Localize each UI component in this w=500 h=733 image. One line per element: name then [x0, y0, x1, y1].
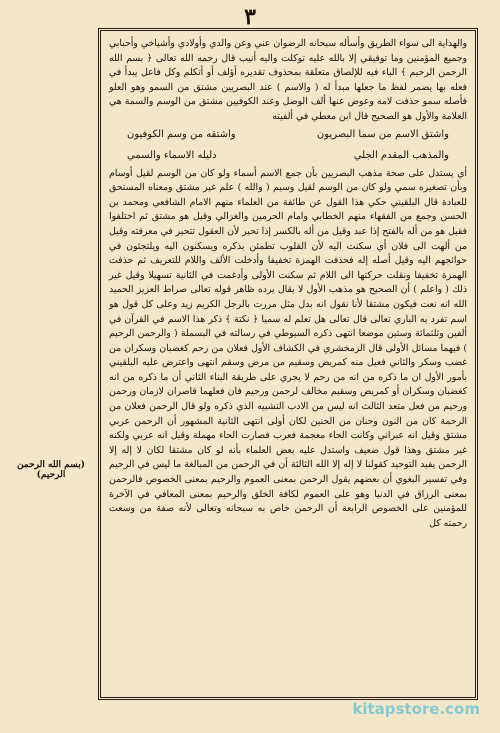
body-paragraph: والهداية الى سواء الطريق وأسأله سبحانه الرضوان عني وعن والدي وأولادي وأشياخي وأحبابي وجميع المؤمنين وما توفيقي إلا بالله عليه توكلت واليه أنيب قال رحمه الله تعالى ﴿ بسم الله الرحمن الرحيم ﴾ الباء فيه للإلصاق متعلقة بمحذوف تقديره أؤلف أو أتكلم وكل فاعل يبدأ في فعله بها يضمر لفظ ما جعلها مبدأ له ( والاسم ) عند البصريين مشتق من السمو وهو العلو فأصله سمو حذفت لامه وعوض عنها ألف الوصل وعند الكوفيين مشتق من الوسم والسمة هي العلامة والأول هو الصحيح قال ابن معطي في ألفيته — [109, 38, 467, 122]
verse-line-2 — [109, 146, 467, 167]
body-paragraph: أي يستدل على صحة مذهب البصريين بأن جمع الاسم أسماء ولو كان من الوسم لقيل أوسام وبأن تصغيره سمي ولو كان من الوسم لقيل وسيم ( والله ) علم غير مشتق ومعناه المستحق للعبادة قال البلقيني حكي هذا القول عن طائفة من العلماء منهم الامام الشافعي ومحمد بن الحسن وجمع من الفقهاء منهم الخطابي وامام الحرمين والغزالي وقيل هو مشتق ثم اختلفوا فقيل هو من أله بالفتح إذا عبد وقيل من أله بالكسر إذا تحير لأن العقول تتحير في معرفته وقيل من ألهت الى فلان أي سكنت اليه لأن القلوب تطمئن بذكره ويسكنون اليه ويلتجئون في حوائجهم اليه وقيل أصله إله فحذفت الهمزة تخفيفا وأدخلت الألف واللام للتعريف ثم حذفت الهمزة تخفيفا ونقلت حركتها الى اللام ثم سكنت الأولى وأدغمت في الثانية تسهيلا وقيل غير ذلك ( واعلم ) أن الصحيح هو مذهب الأول لا يقال يرده ظاهر قوله تعالى صراط العزيز الحميد الله انه نعت فيكون مشتقا لأنا نقول انه بدل مثل مررت بالرجل الكريم زيد وعلى كل قول هو اسم تفرد به الباري تعالى قال تعالى هل تعلم له سميا ﴿ نكتة ﴾ ذكر هذا الاسم في القرآن في ألفين وثلثمائة وستين موضعا انتهى ذكره السيوطي في رسالته في البسملة ( والرحمن الرحيم ) فيهما مسائل الأولى قال الزمخشري في الكشاف الأول فعلان من رحم كغضبان وسكران من غضب وسكر والثاني فعيل منه كمريض وسقيم من مرض وسقم انتهى واعترض عليه البلقيني بأمور الأول ان ما ذكره من انه من رحم لا يجري على طريقة البناء الثاني أن ما ذكره من انه كغضبان وسكران أو كمريض وسقيم مخالف لرحمن ورحيم فان فعلهما قاصران لازمان ورحمن ورحيم من فعل متعد الثالث انه ليس من الادب التشبيه الذي ذكره ولو قال الرحمن فعلان من الرحمة كان من النون وحنان من الحنين لكان أولى انتهى الثانية المشهور أن الرحمن عربي مشتق وقيل انه عبراني وكانت الحاء معجمة فعرب فصارت الحاء مهملة وقيل انه عربي ولكنه غير مشتق وهذا قول ضعيف واستدل عليه بعض العلماء بأنه لو كان مشتقا لكان لا إله إلا الرحمن يفيد التوحيد كقولنا لا إله إلا الله الثالثة أن في الرحمن من المبالغة ما ليس في الرحيم وفي تفسير البغوي أن بعضهم يقول الرحمن بمعنى العموم والرحيم بمعنى الخصوص فالرحمن بمعنى الرزاق في الدنيا وهو على العموم لكافة الخلق والرحيم بمعنى المعافي في الآخرة للمؤمنين على الخصوص الرابعة أن الرحمن خاص به سبحانه وتعالى لأنه صفة من وسعت رحمته كل — [109, 167, 467, 529]
verse-hemistich: والمذهب المقدم الجلي — [353, 149, 449, 161]
margin-note: (بسم الله الرحمن الرحيم) — [17, 460, 85, 480]
verse-hemistich: واشتق الاسم من سما البصريون — [316, 128, 449, 140]
verse-hemistich: دليله الاسماء والسمي — [127, 149, 217, 161]
text-frame — [98, 28, 478, 700]
watermark: kitapstore.com — [352, 700, 480, 718]
verse-hemistich: واشتقه من وسم الكوفيون — [127, 128, 236, 140]
verse-line-1 — [109, 125, 467, 146]
page-number: ٣ — [244, 4, 256, 30]
